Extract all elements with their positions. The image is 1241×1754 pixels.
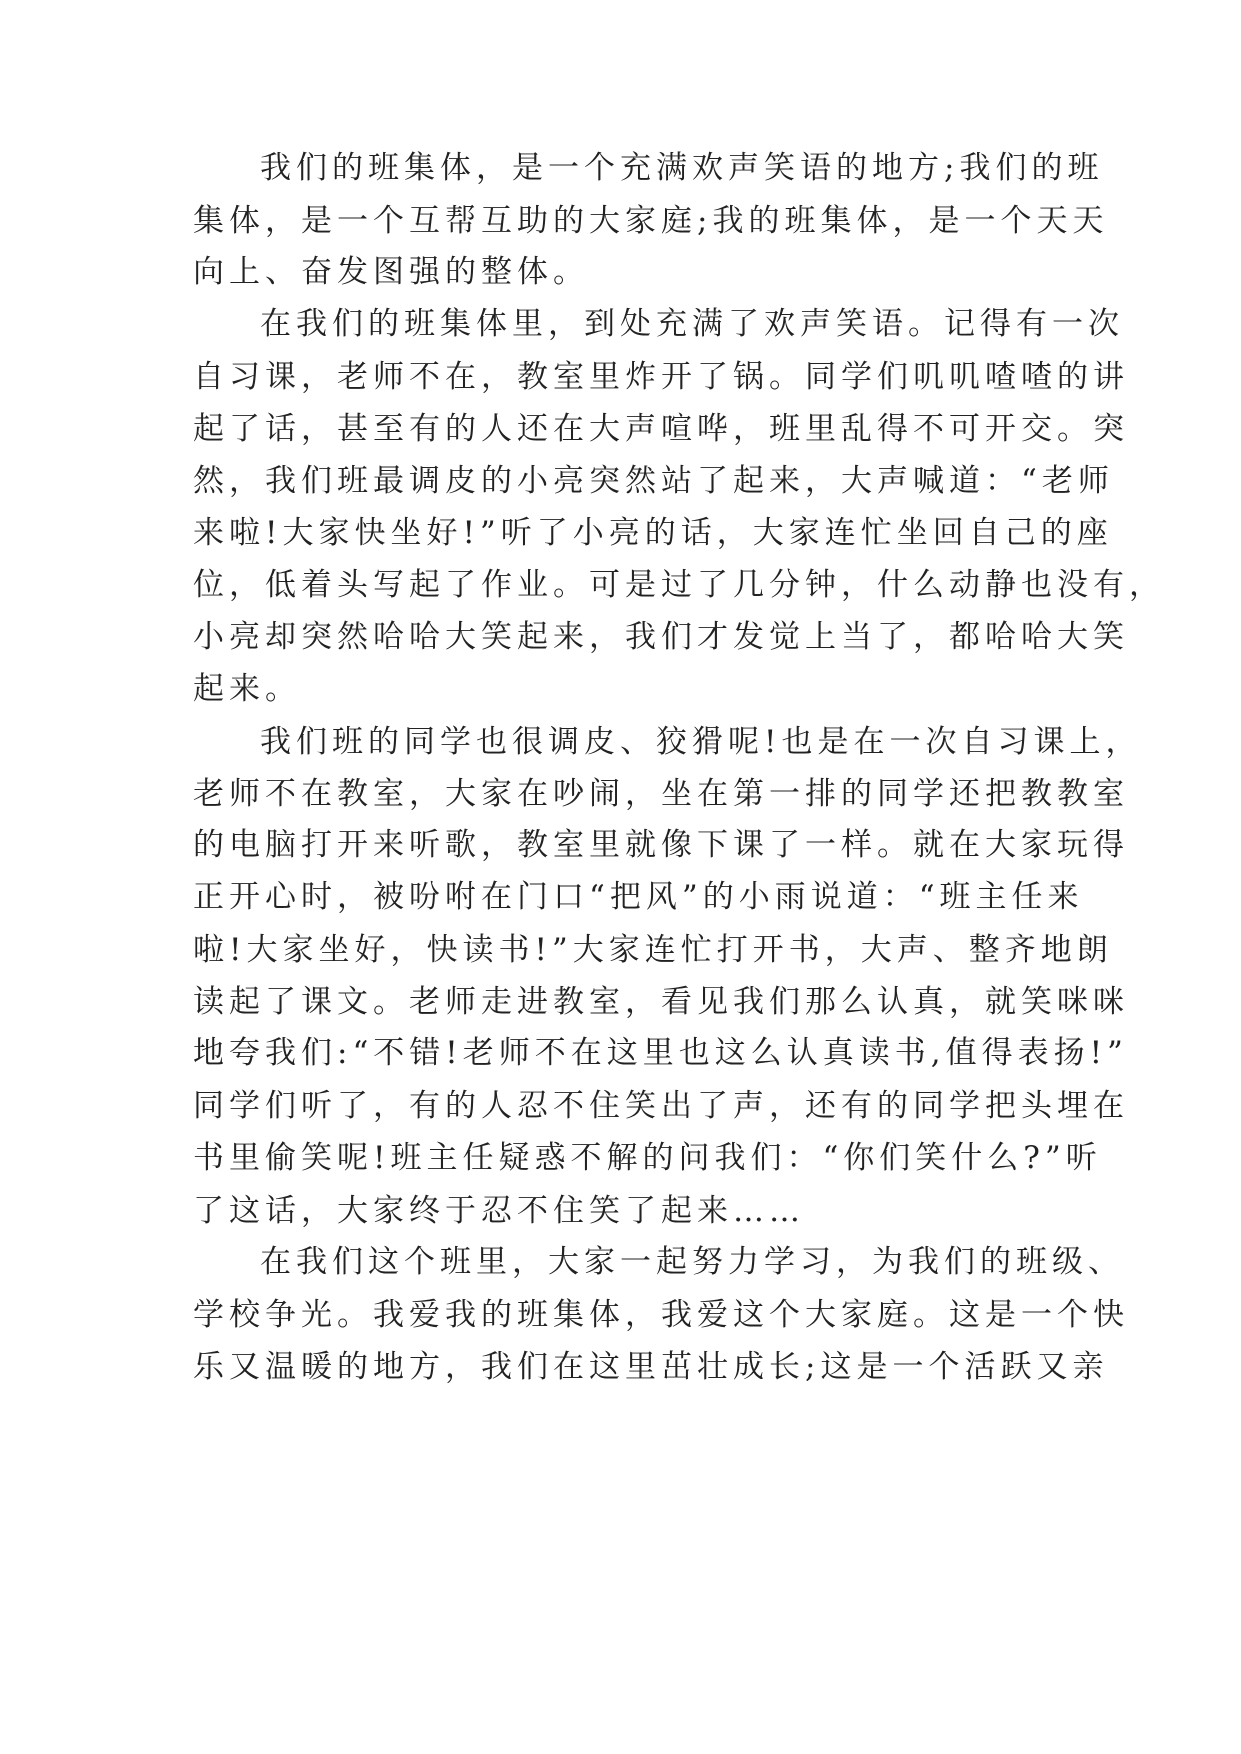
text-line: 向上、奋发图强的整体。 (193, 254, 589, 290)
text-line: 乐又温暖的地方，我们在这里茁壮成长;这是一个活跃又亲 (193, 1349, 1109, 1385)
text-line: 书里偷笑呢!班主任疑惑不解的问我们：“你们笑什么?”听 (193, 1140, 1102, 1176)
text-line: 的电脑打开来听歌，教室里就像下课了一样。就在大家玩得 (193, 827, 1129, 863)
text-line: 起来。 (193, 671, 301, 707)
text-line: 自习课，老师不在，教室里炸开了锅。同学们叽叽喳喳的讲 (193, 359, 1129, 395)
text-line: 集体，是一个互帮互助的大家庭;我的班集体，是一个天天 (193, 203, 1109, 239)
text-line: 学校争光。我爱我的班集体，我爱这个大家庭。这是一个快 (193, 1297, 1129, 1333)
text-line: 地夸我们:“不错!老师不在这里也这么认真读书,值得表扬!” (193, 1035, 1128, 1071)
text-line: 起了话，甚至有的人还在大声喧哗，班里乱得不可开交。突 (193, 411, 1129, 447)
text-line: 来啦!大家快坐好!”听了小亮的话，大家连忙坐回自己的座 (193, 515, 1113, 551)
text-line: 啦!大家坐好，快读书!”大家连忙打开书，大声、整齐地朗 (193, 932, 1113, 968)
text-line: 位，低着头写起了作业。可是过了几分钟，什么动静也没有， (193, 567, 1165, 603)
text-line: 正开心时，被吩咐在门口“把风”的小雨说道：“班主任来 (193, 879, 1084, 915)
text-line: 然，我们班最调皮的小亮突然站了起来，大声喊道：“老师 (193, 463, 1114, 499)
text-line: 同学们听了，有的人忍不住笑出了声，还有的同学把头埋在 (193, 1088, 1129, 1124)
text-line: 读起了课文。老师走进教室，看见我们那么认真，就笑咪咪 (193, 984, 1129, 1020)
text-line: 在我们的班集体里，到处充满了欢声笑语。记得有一次 (260, 306, 1124, 342)
text-line: 我们的班集体，是一个充满欢声笑语的地方;我们的班 (260, 150, 1104, 186)
text-line: 在我们这个班里，大家一起努力学习，为我们的班级、 (260, 1244, 1124, 1280)
text-line: 我们班的同学也很调皮、狡猾呢!也是在一次自习课上， (260, 724, 1142, 760)
text-line: 小亮却突然哈哈大笑起来，我们才发觉上当了，都哈哈大笑 (193, 619, 1129, 655)
text-line: 了这话，大家终于忍不住笑了起来…… (193, 1193, 805, 1229)
text-line: 老师不在教室，大家在吵闹，坐在第一排的同学还把教教室 (193, 776, 1129, 812)
